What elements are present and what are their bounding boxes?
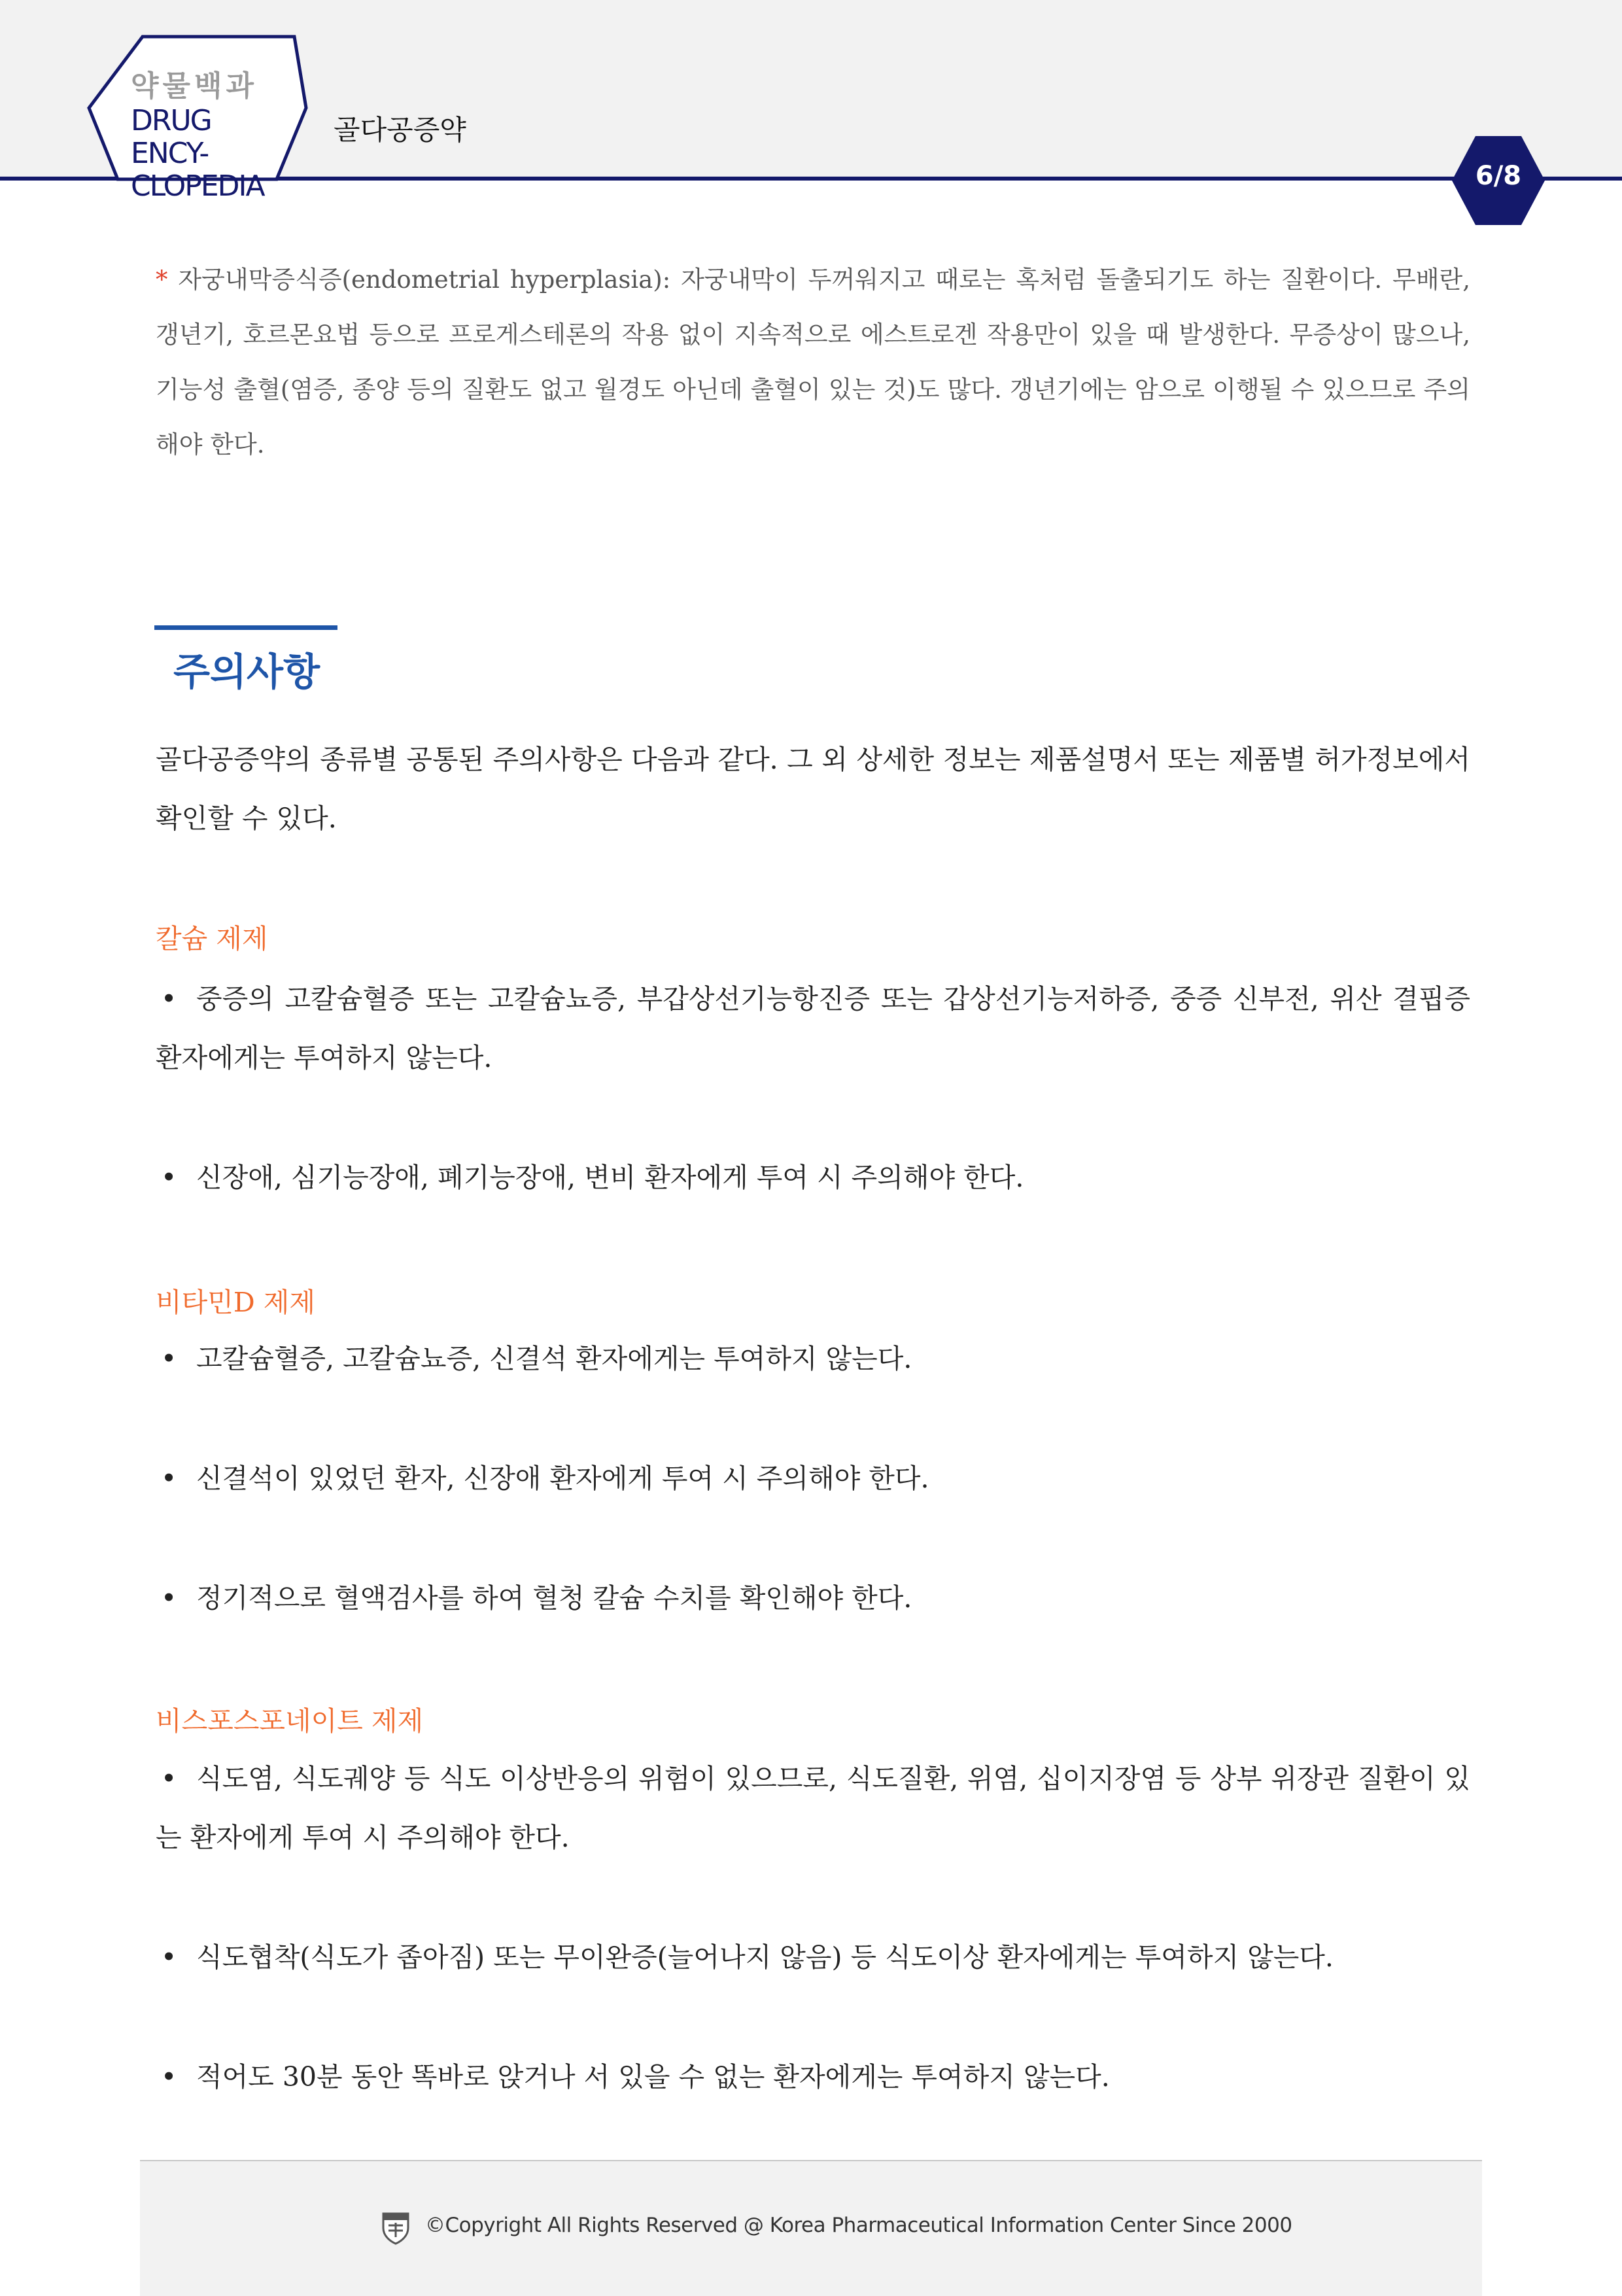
list-item	[156, 1329, 1470, 1388]
bullet-mark: •	[161, 1463, 177, 1494]
logo-korean: 약물백과	[131, 69, 258, 103]
footnote-marker: *	[156, 266, 168, 294]
list-item-text: 식도염, 식도궤양 등 식도 이상반응의 위험이 있으므로, 식도질환, 위염, 십이지장염 등 상부 위장관 질환이 있는 환자에게 투여 시 주의해야 한다.	[156, 1763, 1470, 1853]
list-item-text: 중증의 고칼슘혈증 또는 고칼슘뇨증, 부갑상선기능항진증 또는 갑상선기능저하증, 중증 신부전, 위산 결핍증 환자에게는 투여하지 않는다.	[156, 983, 1470, 1073]
list-item	[156, 969, 1470, 1087]
list-item-text: 적어도 30분 동안 똑바로 앉거나 서 있을 수 없는 환자에게는 투여하지 않는다.	[196, 2061, 1110, 2093]
list-item	[156, 1148, 1470, 1207]
logo	[131, 68, 294, 203]
list-item	[156, 1569, 1470, 1627]
list-item-text: 식도협착(식도가 좁아짐) 또는 무이완증(늘어나지 않음) 등 식도이상 환자에게는 투여하지 않는다.	[196, 1941, 1334, 1973]
subheading-vitamin-d: 비타민D 제제	[156, 1287, 315, 1318]
bullet-mark: •	[161, 2061, 177, 2093]
footnote	[156, 252, 1470, 472]
section-title: 주의사항	[173, 650, 320, 694]
list-item	[156, 1749, 1470, 1867]
section-intro: 골다공증약의 종류별 공통된 주의사항은 다음과 같다. 그 외 상세한 정보는 제품설명서 또는 제품별 허가정보에서 확인할 수 있다.	[156, 744, 1470, 834]
bullet-mark: •	[161, 1763, 177, 1794]
subheading-bisphosphonate: 비스포스포네이트 제제	[156, 1705, 424, 1737]
list-item-text: 신결석이 있었던 환자, 신장애 환자에게 투여 시 주의해야 한다.	[196, 1463, 929, 1494]
bullet-mark: •	[161, 983, 177, 1015]
logo-english-line2: CLOPEDIA	[131, 169, 264, 203]
section-title-rule	[154, 625, 337, 630]
list-item-text: 고칼슘혈증, 고칼슘뇨증, 신결석 환자에게는 투여하지 않는다.	[196, 1343, 912, 1374]
bullet-mark: •	[161, 1582, 177, 1614]
list-item	[156, 1928, 1470, 1987]
page-number: 6/8	[1475, 161, 1522, 191]
bullet-mark: •	[161, 1343, 177, 1374]
logo-english-line1: DRUG ENCY-	[131, 104, 211, 170]
list-item	[156, 1449, 1470, 1508]
list-item-text: 정기적으로 혈액검사를 하여 혈청 칼슘 수치를 확인해야 한다.	[196, 1582, 912, 1614]
shield-crest-icon	[381, 2211, 411, 2245]
bullet-mark: •	[161, 1162, 177, 1193]
subheading-calcium: 칼슘 제제	[156, 923, 268, 954]
header-title: 골다공증약	[334, 114, 466, 146]
list-item	[156, 2047, 1470, 2106]
list-item-text: 신장애, 심기능장애, 폐기능장애, 변비 환자에게 투여 시 주의해야 한다.	[196, 1162, 1024, 1193]
footnote-text: 자궁내막증식증(endometrial hyperplasia): 자궁내막이 두꺼워지고 때로는 혹처럼 돌출되기도 하는 질환이다. 무배란, 갱년기, 호르몬요법 등으로 프로게스테론의 작용 없이 지속적으로 에스트로겐 작용만이 있을 때 발생한다. 무증상이 많으나, 기능성 출혈(염증, 종양 등의 질환도 없고 월경도 아닌데 출혈이 있는 것)도 많다. 갱년기에는 암으로 이행될 수 있으므로 주의해야 한다.	[156, 266, 1471, 459]
copyright-text: ©Copyright All Rights Reserved @ Korea Pharmaceutical Information Center Since 2000	[425, 2214, 1292, 2237]
bullet-mark: •	[161, 1941, 177, 1973]
